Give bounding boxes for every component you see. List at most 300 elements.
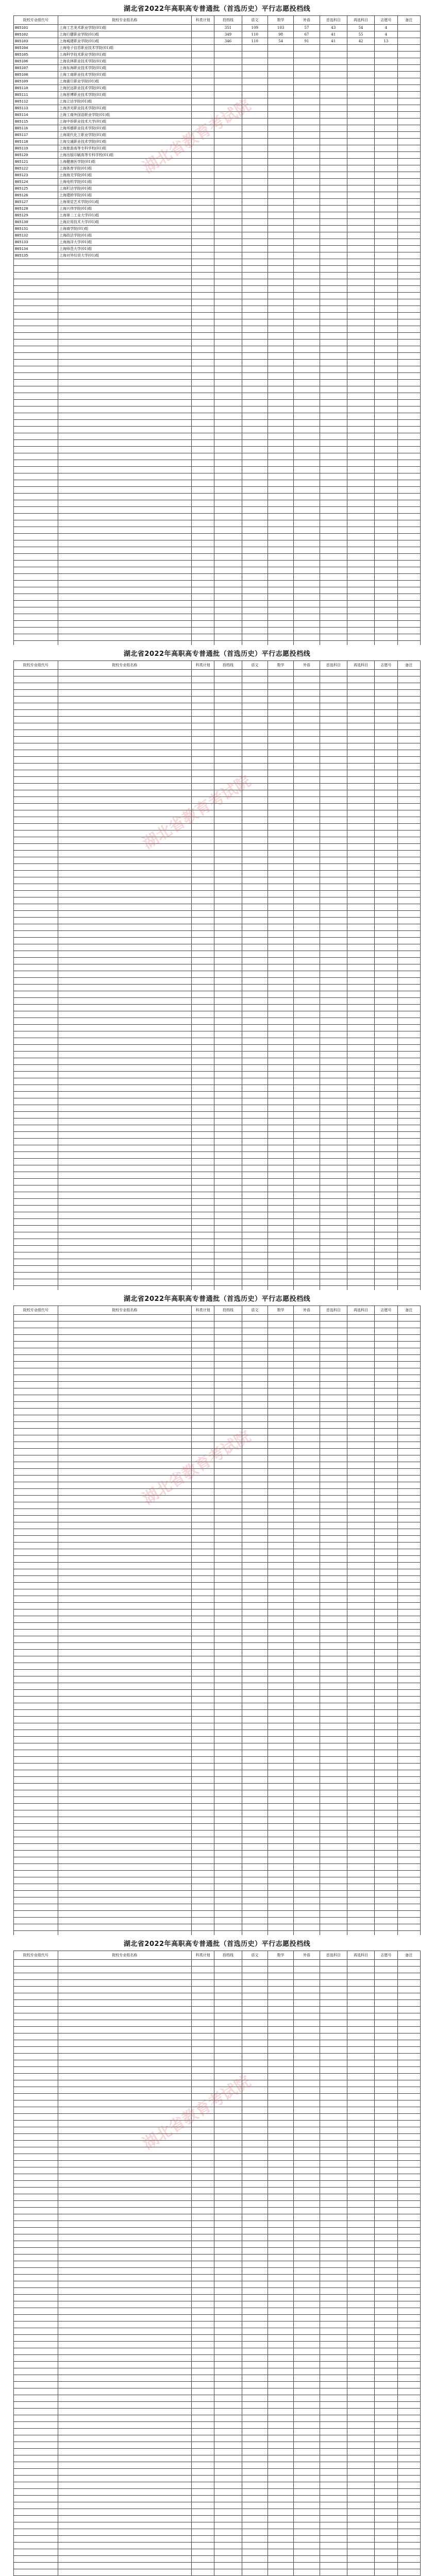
cell-c1 [242,1683,268,1690]
cell-code [14,1656,58,1663]
cell-note [397,2228,420,2234]
cell-c5 [347,527,374,534]
cell-note [397,877,420,884]
table-row-empty [14,1804,421,1810]
cell-c2 [268,406,293,413]
cell-name [58,1315,191,1321]
cell-score [214,1810,242,1817]
cell-c3 [294,2522,320,2529]
table-row-empty [14,911,421,918]
cell-plan [191,1636,214,1643]
cell-c1 [242,2482,268,2489]
cell-c5 [347,1321,374,1328]
cell-c2 [268,2147,293,2154]
cell-c2 [268,112,293,118]
cell-name [58,607,191,614]
cell-c4 [320,2455,347,2462]
cell-note [397,400,420,406]
cell-code [14,2141,58,2147]
cell-plan [191,2301,214,2308]
cell-plan [191,2181,214,2188]
cell-c3 [294,1045,320,1052]
cell-score [214,621,242,628]
cell-c6 [375,601,397,607]
cell-note [397,360,420,366]
cell-name [58,1429,191,1435]
cell-c6 [375,2174,397,2181]
cell-c1 [242,1556,268,1563]
cell-note [397,1045,420,1052]
cell-c3 [294,1583,320,1589]
cell-c3 [294,353,320,360]
cell-c1 [242,433,268,440]
cell-score [214,420,242,427]
cell-score [214,500,242,507]
cell-note [397,1031,420,1038]
cell-note [397,1730,420,1737]
cell-code [14,1663,58,1670]
cell-c4 [320,1723,347,1730]
cell-c2 [268,2455,293,2462]
cell-c1 [242,1072,268,1078]
cell-c2 [268,2536,293,2543]
cell-code [14,2114,58,2121]
table-row-empty [14,2563,421,2569]
cell-note [397,1697,420,1703]
cell-c1 [242,1569,268,1576]
cell-c4 [320,2368,347,2375]
cell-c2 [268,971,293,978]
cell-plan [191,1342,214,1348]
cell-note [397,717,420,723]
cell-c6 [375,864,397,871]
cell-note [397,172,420,179]
cell-c2 [268,52,293,58]
cell-note [397,964,420,971]
cell-code [14,2181,58,2188]
cell-c5 [347,460,374,467]
cell-c1 [242,2000,268,2007]
cell-c1 [242,2033,268,2040]
cell-c6 [375,2080,397,2087]
cell-c4 [320,844,347,851]
cell-note [397,2489,420,2496]
cell-name [58,1085,191,1092]
cell-c1 [242,1279,268,1286]
cell-code [14,2556,58,2563]
table-row [14,165,421,172]
cell-c3 [294,1348,320,1355]
cell-code [14,2261,58,2268]
cell-note [397,31,420,38]
cell-c4 [320,2275,347,2281]
cell-code [14,1335,58,1342]
cell-c4 [320,1145,347,1152]
cell-c4 [320,494,347,500]
cell-c2 [268,607,293,614]
cell-c2 [268,1442,293,1449]
cell-c2 [268,1011,293,1018]
cell-c2 [268,2040,293,2047]
cell-plan [191,1045,214,1052]
cell-c6 [375,1212,397,1219]
cell-c5 [347,1449,374,1455]
cell-c4 [320,1616,347,1623]
table-row-empty [14,1395,421,1402]
cell-code [14,1797,58,1804]
cell-name [58,634,191,641]
cell-c1 [242,45,268,52]
cell-c6 [375,2127,397,2134]
cell-name [58,1777,191,1784]
cell-note [397,1212,420,1219]
cell-name [58,2455,191,2462]
cell-c3 [294,1703,320,1710]
cell-c2 [268,1045,293,1052]
table-row-empty [14,723,421,730]
cell-c2 [268,1857,293,1864]
cell-c1 [242,1482,268,1489]
cell-c4 [320,460,347,467]
cell-c2 [268,2543,293,2549]
cell-note [397,824,420,831]
cell-c2 [268,864,293,871]
cell-score [214,1723,242,1730]
cell-c6 [375,2449,397,2455]
cell-c6 [375,2543,397,2549]
cell-c4 [320,1717,347,1723]
table-row-empty [14,777,421,784]
cell-c2 [268,884,293,891]
cell-score [214,951,242,958]
cell-code [14,1737,58,1743]
cell-c5 [347,400,374,406]
cell-c5 [347,1192,374,1199]
cell-c6 [375,400,397,406]
cell-c4 [320,507,347,514]
cell-c5 [347,159,374,165]
cell-score [214,2563,242,2569]
header-pref: 志愿号 [375,661,397,670]
cell-score [214,1770,242,1777]
cell-c6 [375,851,397,857]
cell-name [58,2121,191,2127]
cell-code [14,857,58,864]
cell-note [397,770,420,777]
cell-c3 [294,2188,320,2194]
cell-c3 [294,1018,320,1025]
cell-note [397,2315,420,2321]
cell-c6 [375,2375,397,2382]
cell-c1 [242,1152,268,1159]
cell-plan [191,246,214,252]
cell-c1 [242,500,268,507]
cell-name: 上海健康医学院(01)组 [58,159,191,165]
cell-c5 [347,2455,374,2462]
cell-c4 [320,159,347,165]
cell-c1 [242,78,268,85]
cell-name [58,1489,191,1496]
table-row-empty [14,2422,421,2429]
cell-c1 [242,353,268,360]
cell-c1 [242,554,268,561]
cell-c5 [347,2362,374,2368]
cell-c6 [375,527,397,534]
cell-c2 [268,1382,293,1388]
cell-c2 [268,1132,293,1139]
cell-c2 [268,1993,293,2000]
table-row-empty [14,1810,421,1817]
table-row [14,58,421,65]
cell-c5 [347,817,374,824]
cell-c4 [320,1764,347,1770]
cell-c5 [347,2469,374,2476]
cell-c3 [294,1442,320,1449]
cell-c6 [375,2342,397,2348]
cell-c4 [320,1328,347,1335]
table-row-empty [14,1052,421,1058]
page-title: 湖北省2022年高职高专普通批（首选历史）平行志愿投档线 [123,1295,311,1303]
table-row-empty [14,2308,421,2315]
cell-code [14,2348,58,2355]
cell-c5 [347,45,374,52]
cell-c3 [294,420,320,427]
cell-code: B65128 [14,206,58,212]
cell-code [14,891,58,897]
cell-c3 [294,2543,320,2549]
cell-c4 [320,1496,347,1502]
cell-plan [191,212,214,219]
table-row-empty [14,2275,421,2281]
cell-plan [191,333,214,340]
cell-c3 [294,65,320,72]
cell-code [14,259,58,266]
cell-c3 [294,1065,320,1072]
cell-c3 [294,1455,320,1462]
cell-score [214,373,242,380]
cell-c1 [242,1864,268,1871]
table-row-empty [14,2335,421,2342]
table-row-empty [14,1730,421,1737]
cell-c4 [320,958,347,964]
cell-plan [191,1052,214,1058]
cell-note [397,2181,420,2188]
table-row-empty [14,2000,421,2007]
cell-c1 [242,1804,268,1810]
cell-c4 [320,607,347,614]
cell-c4 [320,192,347,199]
admission-table [13,1306,421,1935]
cell-name [58,460,191,467]
cell-c5 [347,1529,374,1536]
cell-name [58,1455,191,1462]
table-row-empty [14,2067,421,2074]
cell-score [214,480,242,487]
cell-note [397,1817,420,1824]
cell-c3 [294,319,320,326]
cell-c3 [294,487,320,494]
cell-score [214,757,242,764]
cell-c6 [375,697,397,703]
cell-c6 [375,1266,397,1273]
table-row-empty [14,784,421,790]
cell-c5 [347,2328,374,2335]
cell-score [214,1817,242,1824]
cell-plan [191,1743,214,1750]
cell-score [214,2094,242,2100]
cell-c4 [320,2342,347,2348]
cell-c5 [347,964,374,971]
cell-name [58,641,191,646]
cell-c1 [242,480,268,487]
cell-c5 [347,1092,374,1098]
cell-name [58,487,191,494]
cell-c5 [347,2094,374,2100]
cell-plan [191,2147,214,2154]
table-row [14,105,421,112]
table-row-empty [14,1279,421,1286]
cell-score [214,1038,242,1045]
cell-score [214,2060,242,2067]
cell-score [214,2221,242,2228]
cell-c2 [268,723,293,730]
cell-code [14,319,58,326]
cell-c4 [320,2422,347,2429]
cell-c2 [268,1192,293,1199]
cell-c1 [242,453,268,460]
cell-code [14,1402,58,1409]
table-row-empty [14,764,421,770]
cell-name: 上海民远职业技术学院(01)组 [58,85,191,92]
table-row-empty [14,2455,421,2462]
cell-c4 [320,1509,347,1516]
cell-c4 [320,676,347,683]
cell-plan [191,1098,214,1105]
cell-c6 [375,931,397,938]
cell-c6 [375,1502,397,1509]
cell-c1 [242,1455,268,1462]
cell-code [14,1864,58,1871]
cell-name [58,810,191,817]
cell-note [397,1931,420,1936]
cell-c1 [242,2563,268,2569]
cell-c2 [268,857,293,864]
table-row-empty [14,931,421,938]
cell-c4 [320,534,347,540]
cell-c5 [347,326,374,333]
cell-code [14,2335,58,2342]
cell-name: 上海工艺美术职业学院(01)组 [58,25,191,31]
cell-name [58,594,191,601]
cell-score [214,1844,242,1851]
cell-c2 [268,85,293,92]
cell-plan [191,730,214,737]
cell-note [397,2516,420,2522]
cell-c6 [375,2455,397,2462]
table-row-empty [14,1018,421,1025]
table-row-empty [14,690,421,697]
cell-c6 [375,1105,397,1112]
cell-c1 [242,1777,268,1784]
cell-c6 [375,1904,397,1911]
cell-c6 [375,1797,397,1804]
cell-c5 [347,1824,374,1831]
table-row-empty [14,831,421,837]
cell-code [14,2455,58,2462]
cell-c3 [294,326,320,333]
cell-score [214,2529,242,2536]
cell-c2 [268,2281,293,2288]
cell-c2 [268,413,293,420]
cell-c6 [375,683,397,690]
cell-c6 [375,2100,397,2107]
cell-name: 上海城建职业学院(01)组 [58,38,191,45]
cell-c2 [268,743,293,750]
cell-c3 [294,2295,320,2301]
cell-c3 [294,78,320,85]
cell-code [14,1025,58,1031]
page-title: 湖北省2022年高职高专普通批（首选历史）平行志愿投档线 [123,1940,311,1948]
cell-note [397,2007,420,2013]
cell-note [397,2114,420,2121]
cell-note [397,1790,420,1797]
cell-c3 [294,837,320,844]
cell-plan [191,2127,214,2134]
cell-name [58,1005,191,1011]
cell-c1 [242,1676,268,1683]
table-row-empty [14,2020,421,2027]
cell-c5 [347,2020,374,2027]
cell-name [58,723,191,730]
table-row-empty [14,1462,421,1469]
table-row-empty [14,2234,421,2241]
cell-name [58,2476,191,2482]
cell-plan [191,938,214,944]
cell-c2 [268,2080,293,2087]
table-row-empty [14,824,421,831]
cell-c3 [294,804,320,810]
cell-c5 [347,1703,374,1710]
cell-note [397,2569,420,2576]
cell-c6 [375,152,397,159]
cell-c5 [347,1078,374,1085]
cell-plan [191,1804,214,1810]
cell-plan [191,1784,214,1790]
cell-name [58,1987,191,1993]
cell-c5 [347,540,374,547]
cell-c4 [320,1368,347,1375]
cell-c5 [347,824,374,831]
cell-score [214,1402,242,1409]
cell-score [214,1342,242,1348]
cell-c3: 91 [294,38,320,45]
cell-code [14,340,58,346]
cell-c5 [347,1723,374,1730]
cell-c2 [268,770,293,777]
cell-c4 [320,1967,347,1973]
cell-plan [191,2476,214,2482]
cell-c6 [375,670,397,676]
table-row-empty [14,1482,421,1489]
table-row-empty [14,2429,421,2435]
cell-note [397,1112,420,1118]
cell-c4 [320,139,347,145]
cell-score [214,1125,242,1132]
cell-c3 [294,1031,320,1038]
cell-plan [191,1960,214,1967]
table-row-empty [14,1697,421,1703]
cell-c2 [268,386,293,393]
